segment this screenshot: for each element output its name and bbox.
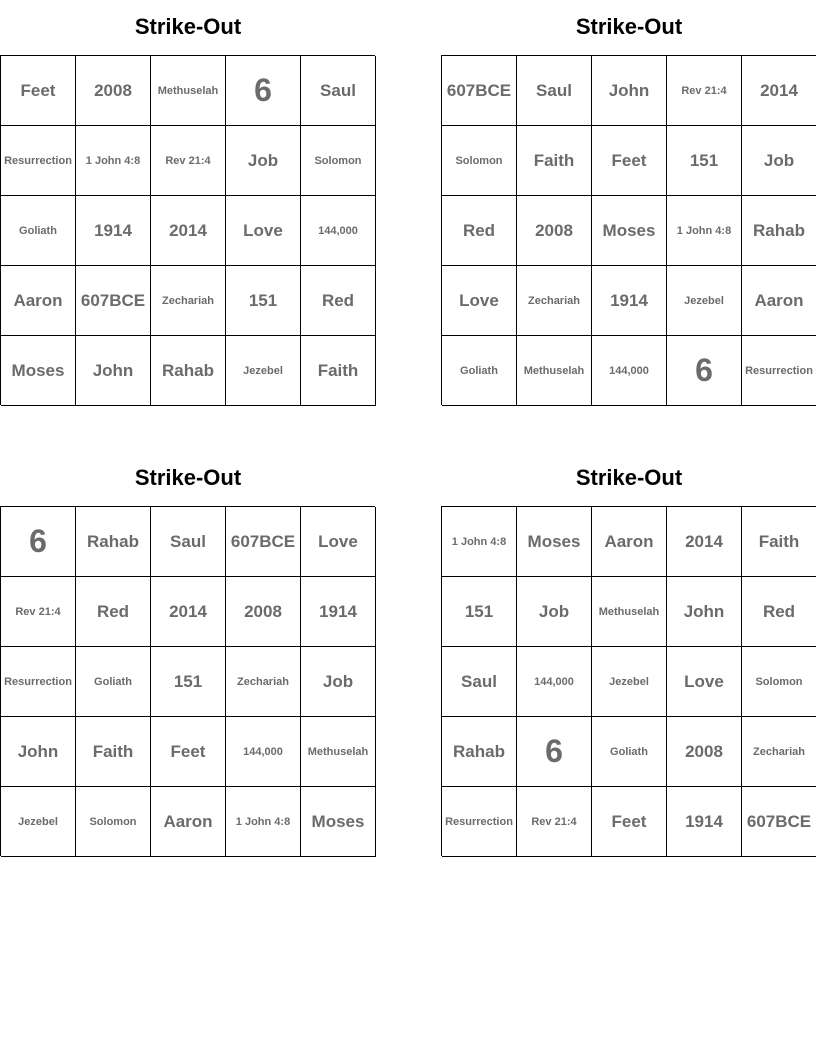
bingo-cell: 151 [442,577,517,647]
bingo-cell: Saul [301,56,376,126]
bingo-cell: Methuselah [592,577,667,647]
bingo-cell: Job [742,126,816,196]
bingo-cell: Moses [517,507,592,577]
bingo-cell: 2008 [226,577,301,647]
bingo-cell: Rev 21:4 [517,787,592,857]
bingo-cell: Goliath [76,647,151,717]
bingo-cell: 607BCE [742,787,816,857]
bingo-cell: 2014 [151,196,226,266]
bingo-cell: Rev 21:4 [151,126,226,196]
bingo-cell: Jezebel [592,647,667,717]
bingo-cell: John [592,56,667,126]
bingo-cell: Rahab [442,717,517,787]
bingo-cell: Feet [592,787,667,857]
bingo-cell: Aaron [592,507,667,577]
bingo-grid [0,55,375,405]
bingo-cell: 144,000 [517,647,592,717]
card-title: Strike-Out [575,14,683,39]
bingo-cell: 1 John 4:8 [226,787,301,857]
bingo-cell: Red [442,196,517,266]
bingo-cell: 607BCE [76,266,151,336]
bingo-cell: Rahab [151,336,226,406]
bingo-cell: Solomon [742,647,816,717]
bingo-cell: John [1,717,76,787]
bingo-cell: Love [301,507,376,577]
bingo-cell: 2014 [151,577,226,647]
bingo-cell: 144,000 [226,717,301,787]
bingo-cell: 6 [517,717,592,787]
bingo-cell: Faith [517,126,592,196]
bingo-cell: Faith [76,717,151,787]
bingo-cell: 144,000 [592,336,667,406]
bingo-cell: 1914 [592,266,667,336]
bingo-grid [441,55,816,405]
bingo-cell: Feet [151,717,226,787]
bingo-cell: Resurrection [1,647,76,717]
card-title: Strike-Out [134,465,242,490]
bingo-cell: Zechariah [742,717,816,787]
bingo-cell: Zechariah [517,266,592,336]
bingo-cell: Resurrection [1,126,76,196]
bingo-cell: 607BCE [442,56,517,126]
bingo-cell: 2008 [517,196,592,266]
bingo-cell: 6 [667,336,742,406]
bingo-cell: Moses [1,336,76,406]
bingo-cell: Jezebel [1,787,76,857]
bingo-cell: Job [301,647,376,717]
bingo-cell: Job [517,577,592,647]
bingo-cell: 2014 [742,56,816,126]
bingo-cell: Red [76,577,151,647]
bingo-cell: 607BCE [226,507,301,577]
bingo-cell: Resurrection [442,787,517,857]
bingo-cell: 1 John 4:8 [442,507,517,577]
bingo-cell: Zechariah [226,647,301,717]
bingo-cell: Aaron [742,266,816,336]
bingo-cell: Aaron [1,266,76,336]
bingo-cell: 151 [151,647,226,717]
bingo-cell: 1914 [301,577,376,647]
bingo-cell: Moses [301,787,376,857]
bingo-cell: Saul [517,56,592,126]
bingo-cell: Zechariah [151,266,226,336]
bingo-cell: Red [301,266,376,336]
bingo-cell: Love [667,647,742,717]
bingo-cell: 151 [667,126,742,196]
bingo-cell: 1 John 4:8 [667,196,742,266]
bingo-cell: Rev 21:4 [667,56,742,126]
bingo-cell: Solomon [76,787,151,857]
bingo-cell: Rahab [742,196,816,266]
bingo-grid [441,506,816,856]
bingo-cell: Red [742,577,816,647]
bingo-cell: Goliath [1,196,76,266]
bingo-cell: Rahab [76,507,151,577]
bingo-cell: Love [442,266,517,336]
bingo-cell: 6 [226,56,301,126]
bingo-cell: Solomon [301,126,376,196]
bingo-cell: Love [226,196,301,266]
bingo-cell: Moses [592,196,667,266]
bingo-cell: Aaron [151,787,226,857]
bingo-cell: 1914 [76,196,151,266]
bingo-cell: 2008 [76,56,151,126]
bingo-cell: Jezebel [667,266,742,336]
bingo-cell: John [667,577,742,647]
bingo-cell: Feet [592,126,667,196]
bingo-cell: Faith [742,507,816,577]
bingo-grid [0,506,375,856]
bingo-cell: Feet [1,56,76,126]
card-title: Strike-Out [134,14,242,39]
bingo-cell: 151 [226,266,301,336]
bingo-cell: 144,000 [301,196,376,266]
bingo-cell: 1 John 4:8 [76,126,151,196]
bingo-cell: Faith [301,336,376,406]
bingo-cell: Methuselah [301,717,376,787]
bingo-cell: Methuselah [151,56,226,126]
bingo-cell: 2008 [667,717,742,787]
bingo-cell: Jezebel [226,336,301,406]
bingo-cell: 1914 [667,787,742,857]
bingo-cell: Goliath [592,717,667,787]
bingo-cell: John [76,336,151,406]
bingo-cell: 6 [1,507,76,577]
bingo-cell: 2014 [667,507,742,577]
bingo-cell: Saul [151,507,226,577]
bingo-cell: Resurrection [742,336,816,406]
bingo-cell: Solomon [442,126,517,196]
card-title: Strike-Out [575,465,683,490]
bingo-cell: Goliath [442,336,517,406]
bingo-cell: Rev 21:4 [1,577,76,647]
bingo-cell: Methuselah [517,336,592,406]
bingo-cell: Job [226,126,301,196]
bingo-cell: Saul [442,647,517,717]
